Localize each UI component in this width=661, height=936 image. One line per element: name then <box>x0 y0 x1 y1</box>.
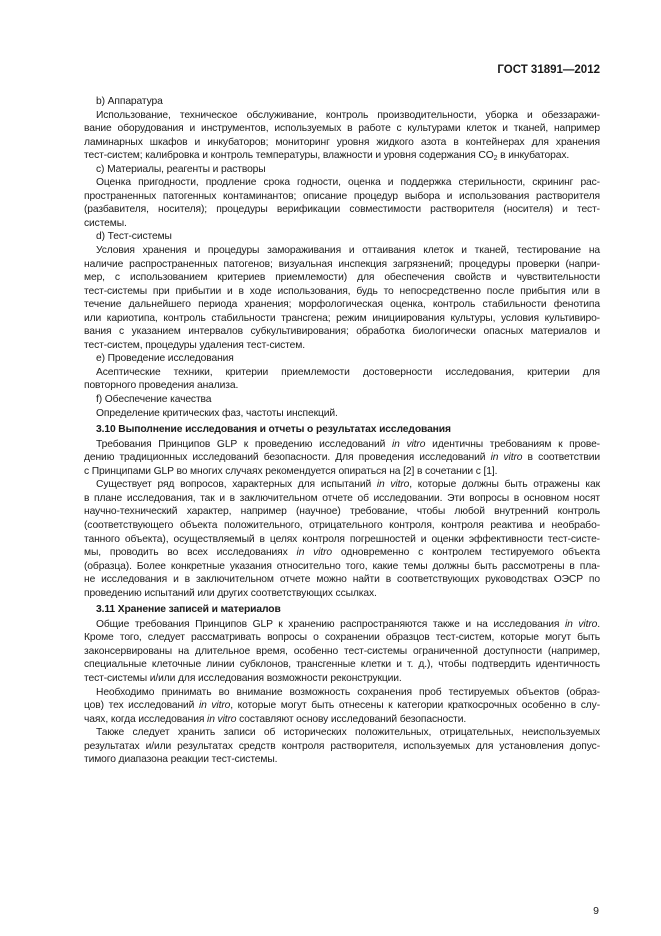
text-line: тимого диапазона реакции тест-системы. <box>84 754 278 766</box>
text-line: мер, с использованием критериев приемлемости) для обеспечения свойств и чувствительности <box>84 272 600 284</box>
subscript: 2 <box>493 155 498 163</box>
italic-term: in vitro <box>207 713 237 725</box>
text-line: с Принципами GLP во многих случаях рекомендуется опираться на [2] в сочетании с [1]. <box>84 465 498 477</box>
text-line: Требования Принципов GLP к проведению исследований in vitro идентичны требованиям к прове- <box>96 438 600 450</box>
paragraph <box>84 478 600 600</box>
text-line: (образца). Более конкретные указания относительно того, какие темы должны быть рассмотрены в пла- <box>84 560 600 572</box>
italic-term: in vitro <box>296 547 333 559</box>
text-line: (соответствующего объекта положительного, отрицательного контроля, контроля реактива и необрабо- <box>84 519 600 531</box>
text-line: f) Обеспечение качества <box>96 394 212 406</box>
paragraph <box>84 407 600 421</box>
text-line: Необходимо принимать во внимание возможность сохранения проб тестируемых объектов (образ- <box>96 686 600 698</box>
paragraph <box>84 686 600 727</box>
text-line: b) Аппаратура <box>96 96 163 107</box>
document-body <box>84 95 600 767</box>
text-line: дению традиционных исследований безопасности. Для проведения исследований in vitro в соответствии <box>84 452 601 464</box>
paragraph <box>84 109 600 163</box>
italic-term: in vitro <box>376 479 410 491</box>
text-line: e) Проведение исследования <box>96 353 234 365</box>
paragraph <box>84 244 600 352</box>
list-item-label <box>84 95 600 109</box>
text-line: Общие требования Принципов GLP к хранению распространяются также и на исследования in vitro. <box>96 618 600 630</box>
document-header-standard: ГОСТ 31891—2012 <box>497 64 600 76</box>
text-line: (разбавителя, носителя); процедуры верификации совместимости растворителя (носителя) и тест- <box>84 204 600 216</box>
list-item-label <box>84 393 600 407</box>
page-number: 9 <box>593 905 599 917</box>
text-line: ламинарных шкафов и инкубаторов; мониторинг уровня жидкого азота в контейнерах для хранения <box>84 136 600 148</box>
text-line: мы, проводить во всех исследованиях in vitro одновременно с контролем тестируемого объекта <box>84 547 600 559</box>
text-line: вания с указанием интервалов субкультивирования; обработка биологически опасных материалов и <box>84 326 600 338</box>
text-line: тест-систем; калибровка и контроль температуры, влажности и уровня содержания $CO_2$ в инкубаторах. <box>84 150 570 163</box>
section-heading <box>84 603 600 617</box>
text-line: Кроме того, следует рассматривать вопросы о сохранении образцов тест-систем, которые могут быть <box>84 632 600 644</box>
paragraph <box>84 176 600 230</box>
text-line: результатах и/или результатах средств контроля растворителя, используемых для установления допус- <box>84 740 600 752</box>
text-line: Определение критических фаз, частоты инспекций. <box>96 407 338 419</box>
text-line: не исследования и в заключительном отчете можно найти в соответствующих руководствах ОЭСР по <box>84 574 600 586</box>
text-line: или кариотипа, контроль стабильности трансгена; режим инициирования культуры, условия культивиро- <box>84 312 600 324</box>
text-line: цов) тех исследований in vitro, которые могут быть отнесены к категории краткосрочных особенно в слу- <box>84 700 601 712</box>
italic-term: in vitro <box>198 700 231 712</box>
list-item-label <box>84 352 600 366</box>
paragraph <box>84 366 600 393</box>
italic-term: in vitro <box>490 452 523 464</box>
text-line: Также следует хранить записи об исторических положительных, отрицательных, неиспользуемых <box>96 727 600 739</box>
text-line: 3.10 Выполнение исследования и отчеты о результатах исследования <box>96 424 451 436</box>
text-line: системы. <box>84 217 127 229</box>
text-line: 3.11 Хранение записей и материалов <box>96 604 281 616</box>
text-line: d) Тест-системы <box>96 231 172 243</box>
list-item-label <box>84 230 600 244</box>
text-line: тест-системы при прибытии и в ходе использования, будь то непосредственно после прибытия или в <box>84 285 600 297</box>
text-line: чаях, когда исследования in vitro составляют основу исследований безопасности. <box>84 713 467 725</box>
text-line: c) Материалы, реагенты и растворы <box>96 163 266 175</box>
text-line: Оценка пригодности, продление срока годности, оценка и поддержка стерильности, скрининг рас- <box>96 177 600 189</box>
text-line: научно-технический характер, например (научное) требование, чтобы любой внутренний контроль <box>84 506 600 518</box>
paragraph <box>84 438 600 479</box>
text-line: повторного проведения анализа. <box>84 380 239 392</box>
paragraph <box>84 726 600 767</box>
text-line: течение дальнейшего периода хранения; морфологическая оценка, контроль стабильности фенотипа <box>84 299 600 311</box>
text-line: пространенных патогенных контаминантов; описание процедур выбора и использования растворителя <box>84 190 600 202</box>
list-item-label <box>84 163 600 177</box>
text-line: проведению испытаний или других соответствующих ссылках. <box>84 587 377 599</box>
text-line: вание оборудования и инструментов, используемых в работе с культурами клеток и тканей, например <box>84 123 600 135</box>
text-line: тест-систем, процедуры удаления тест-систем. <box>84 339 305 351</box>
italic-term: in vitro <box>391 438 426 450</box>
text-line: Использование, техническое обслуживание, контроль производительности, уборка и обеззаражи- <box>96 109 600 121</box>
text-line: Существует ряд вопросов, характерных для испытаний in vitro, которые должны быть отражены как <box>96 479 600 491</box>
text-line: Асептические техники, критерии приемлемости достоверности исследования, критерии для <box>96 366 600 378</box>
text-line: в плане исследования, так и в заключительном отчете об исследовании. Эти вопросы в основном носят <box>84 492 600 504</box>
section-heading <box>84 423 600 437</box>
text-line: Условия хранения и процедуры замораживания и оттаивания клеток и тканей, тестирование на <box>96 245 600 257</box>
text-line: законсервированы на длительное время, особенно тест-системы ограниченной доступности (например, <box>84 645 600 657</box>
italic-term: in vitro <box>564 618 598 630</box>
text-line: наличие распространенных патогенов; визуальная инспекция загрязнений; процедуры проверки (напри- <box>84 258 600 270</box>
paragraph <box>84 618 600 686</box>
text-line: танного объекта), осуществляемый в целях контроля погрешностей и оценки эффективности тест-систе- <box>84 533 600 545</box>
text-line: тест-системы и/или для исследования возможности реконструкции. <box>84 672 402 684</box>
text-line: специальные клеточные линии субклонов, трансгенные клетки и т. д.), чтобы подтвердить идентичность <box>84 659 600 671</box>
